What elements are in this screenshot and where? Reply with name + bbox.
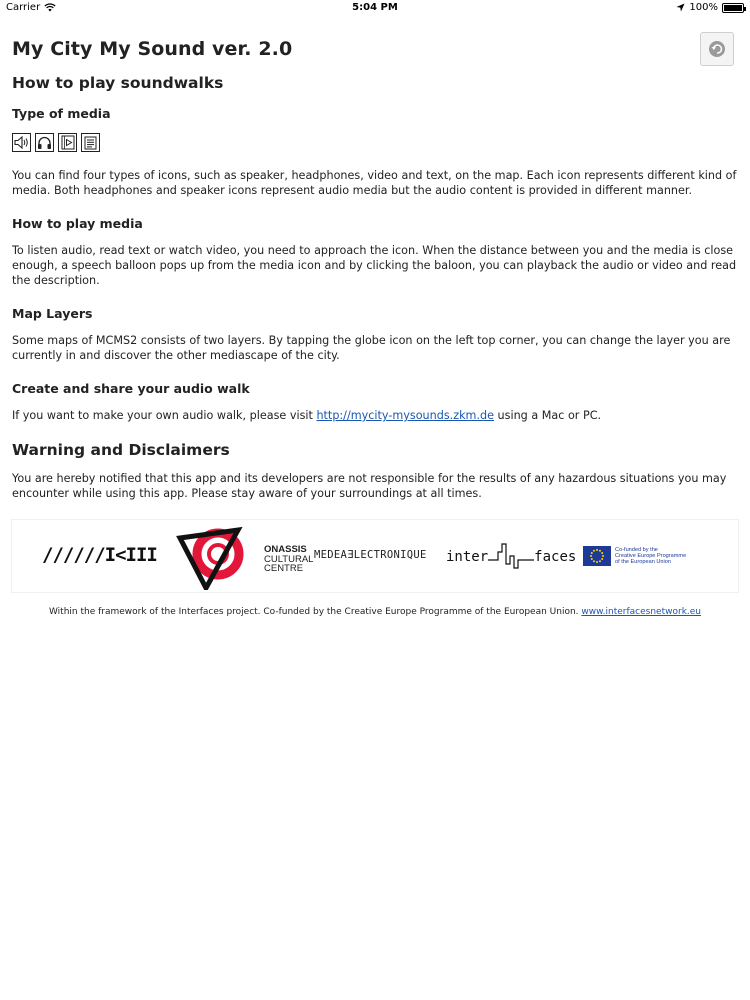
type-of-media-text: You can find four types of icons, such as speaker, headphones, video and text, on the map. Each icon represents different kind of media. Both headphones and speaker icons represent audio media but the audio content is provided in different manner. — [12, 169, 737, 197]
help-content — [12, 38, 738, 519]
footer-note — [0, 607, 750, 617]
heading-warning: Warning and Disclaimers — [12, 441, 230, 459]
interfaces-network-link[interactable]: www.interfacesnetwork.eu — [581, 607, 702, 617]
footer-text: Within the framework of the Interfaces project. Co-funded by the Creative Europe Programme of the European Union. — [48, 607, 582, 617]
map-layers-text: Some maps of MCMS2 consists of two layers. By tapping the globe icon on the left top corner, you can change the layer you are currently in and discover the other mediascape of the city. — [12, 334, 731, 362]
eu-line-2: Creative Europe Programme — [615, 552, 687, 559]
status-bar — [0, 0, 750, 16]
create-share-text-before: If you want to make your own audio walk, please visit — [12, 409, 317, 422]
media-icons-row — [12, 133, 738, 152]
heading-map-layers: Map Layers — [12, 306, 93, 321]
create-share-text-after: using a Mac or PC. — [494, 409, 602, 422]
medea-logo-text: MEDEAƎLECTRONIQUE — [314, 549, 427, 561]
medea-logo[interactable] — [314, 549, 427, 561]
interfaces-right-text: faces — [534, 549, 577, 565]
video-icon — [58, 133, 77, 152]
page-title: My City My Sound ver. 2.0 — [12, 38, 293, 60]
section-title-how-to-play: How to play soundwalks — [12, 74, 224, 92]
text-icon — [81, 133, 100, 152]
eu-logo[interactable] — [583, 546, 686, 566]
eu-line-3: of the European Union — [615, 559, 671, 566]
interfaces-left-text: inter — [446, 549, 489, 565]
speaker-icon — [12, 133, 31, 152]
onassis-cultural: CULTURAL — [264, 553, 314, 565]
status-time: 5:04 PM — [352, 2, 398, 13]
onassis-name: ONASSIS — [264, 544, 307, 555]
location-arrow-icon — [676, 3, 685, 12]
heading-type-of-media: Type of media — [12, 106, 111, 121]
headphones-icon — [35, 133, 54, 152]
battery-icon — [722, 3, 744, 13]
create-share-text — [12, 408, 738, 423]
eu-flag-icon — [583, 546, 611, 566]
eu-line-1: Co-funded by the — [615, 546, 658, 553]
status-right — [676, 2, 744, 13]
interfaces-logo[interactable] — [446, 542, 576, 572]
battery-percent: 100% — [689, 2, 718, 13]
heading-how-to-play-media: How to play media — [12, 216, 143, 231]
onassis-logo[interactable] — [176, 524, 314, 590]
zkm-logo-text: //////I<III — [42, 544, 157, 566]
zkm-logo[interactable] — [42, 544, 157, 566]
waveform-icon — [488, 542, 534, 572]
how-to-play-media-text: To listen audio, read text or watch video, you need to approach the icon. When the distance between you and the media is close enough, a speech balloon pops up from the media icon and by clicking the baloon, you can playback the audio or video and read the description. — [12, 244, 737, 287]
onassis-centre: CENTRE — [264, 563, 304, 574]
partner-logos — [12, 520, 738, 592]
onassis-emblem-icon — [176, 524, 260, 590]
carrier-label: Carrier — [6, 2, 41, 13]
heading-create-share: Create and share your audio walk — [12, 381, 250, 396]
warning-text: You are hereby notified that this app and its developers are not responsible for the results of any hazardous situations you may encounter while using this app. Please stay aware of your surroundings at all times. — [12, 472, 727, 500]
mycity-mysounds-link[interactable]: http://mycity-mysounds.zkm.de — [316, 409, 494, 422]
